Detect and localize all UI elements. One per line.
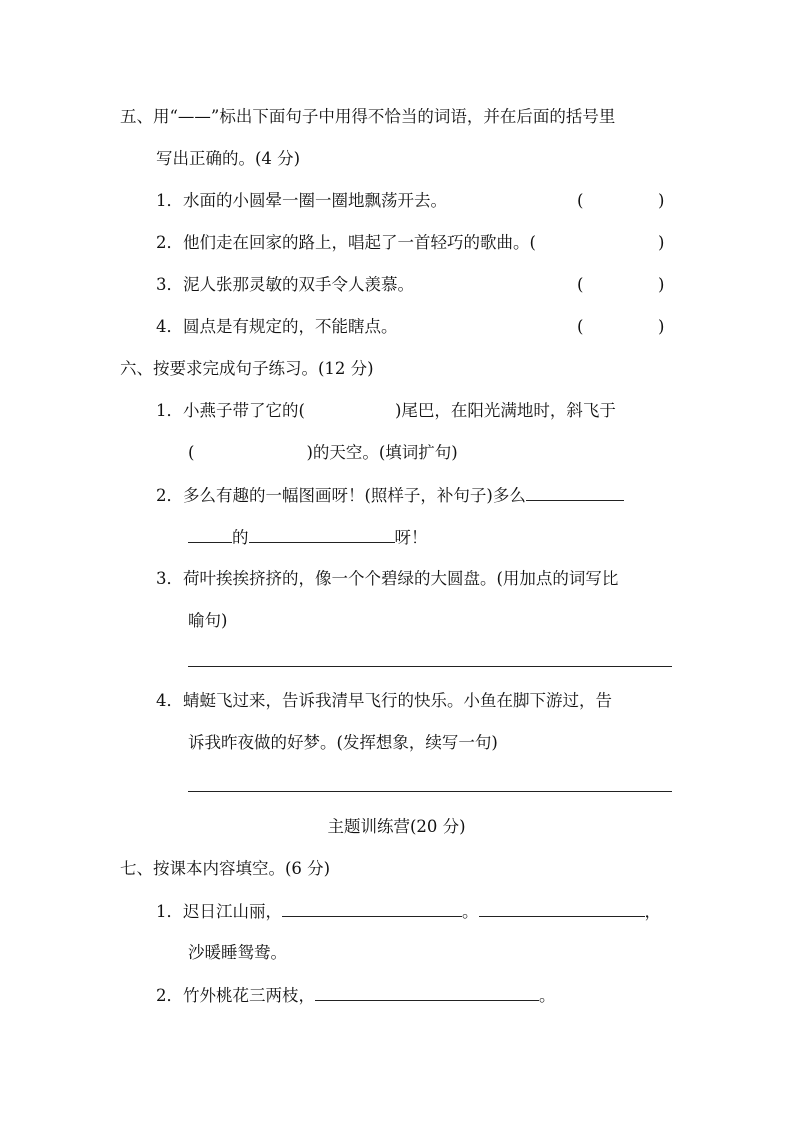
answer-paren-open: (: [529, 233, 536, 252]
section6-heading: 六、按要求完成句子练习。(12 分): [120, 359, 374, 378]
question-text: )尾巴，在阳光满地时，斜飞于: [394, 401, 616, 420]
s6-q2-line1: [156, 484, 624, 507]
s6-q2-line2: [188, 526, 428, 549]
answer-paren-close: ): [658, 191, 665, 210]
question-text: 。: [539, 986, 556, 1005]
answer-blank[interactable]: [249, 526, 395, 543]
question-text: ，: [644, 902, 661, 921]
section5-heading: 五、用“——”标出下面句子中用得不恰当的词语，并在后面的括号里: [120, 107, 616, 126]
item-number: 3．: [156, 275, 183, 294]
question-text: 多么有趣的一幅图画呀！(照样子，补句子)多么: [183, 486, 526, 505]
question-text: 蜻蜓飞过来，告诉我清早飞行的快乐。小鱼在脚下游过，告: [183, 691, 612, 710]
s7-q2-line1: [156, 984, 556, 1007]
answer-line[interactable]: [188, 791, 672, 792]
answer-paren-open: (: [577, 191, 584, 210]
s6-q3-line2: 喻句): [188, 611, 228, 630]
question-text: 小燕子带了它的(: [183, 401, 305, 420]
item-text: 他们走在回家的路上，唱起了一首轻巧的歌曲。: [183, 233, 530, 252]
item-text: 圆点是有规定的，不能瞎点。: [183, 317, 398, 336]
s7-q1-line1: [156, 900, 661, 923]
answer-paren-open: (: [577, 275, 584, 294]
item-number: 1．: [156, 191, 183, 210]
answer-blank[interactable]: [188, 526, 232, 543]
question-text: )的天空。(填词扩句): [306, 443, 458, 462]
answer-paren-close: ): [658, 275, 665, 294]
s5-item-2: [156, 232, 536, 254]
question-number: 1．: [156, 902, 183, 921]
question-number: 1．: [156, 401, 183, 420]
answer-paren-open: (: [577, 317, 584, 336]
answer-paren-close: ): [658, 317, 665, 336]
item-text: 泥人张那灵敏的双手令人羡慕。: [183, 275, 414, 294]
section-title: 主题训练营(20 分): [327, 817, 466, 836]
s6-q4-line1: [156, 690, 612, 712]
s5-item-3: [156, 274, 414, 296]
question-number: 3．: [156, 569, 183, 588]
section5-heading-cont: 写出正确的。(4 分): [156, 149, 301, 168]
question-text: (: [188, 443, 195, 462]
item-text: 水面的小圆晕一圈一圈地飘荡开去。: [183, 191, 447, 210]
s5-item-1: [156, 190, 447, 212]
question-text: 呀！: [394, 528, 428, 547]
question-text: 竹外桃花三两枝，: [183, 986, 315, 1005]
item-number: 2．: [156, 233, 183, 252]
section7-heading: 七、按课本内容填空。(6 分): [120, 859, 331, 878]
answer-line[interactable]: [188, 666, 672, 667]
s7-q1-line2: 沙暖睡鸳鸯。: [188, 943, 287, 962]
s6-q3-line1: [156, 568, 618, 590]
question-text: 。: [462, 902, 479, 921]
question-number: 2．: [156, 486, 183, 505]
s6-q1-line1: [156, 400, 616, 422]
question-text: 迟日江山丽，: [183, 902, 282, 921]
item-number: 4．: [156, 317, 183, 336]
answer-blank[interactable]: [526, 484, 624, 501]
question-number: 2．: [156, 986, 183, 1005]
question-number: 4．: [156, 691, 183, 710]
answer-blank[interactable]: [282, 900, 462, 917]
s5-item-4: [156, 316, 398, 338]
s6-q4-line2: 诉我昨夜做的好梦。(发挥想象，续写一句): [188, 733, 498, 752]
answer-blank[interactable]: [315, 984, 539, 1001]
question-text: 的: [232, 528, 249, 547]
question-text: 荷叶挨挨挤挤的，像一个个碧绿的大圆盘。(用加点的词写比: [183, 569, 619, 588]
answer-paren-close: ): [658, 233, 665, 252]
s6-q1-line2: [188, 442, 458, 464]
answer-blank[interactable]: [479, 900, 645, 917]
